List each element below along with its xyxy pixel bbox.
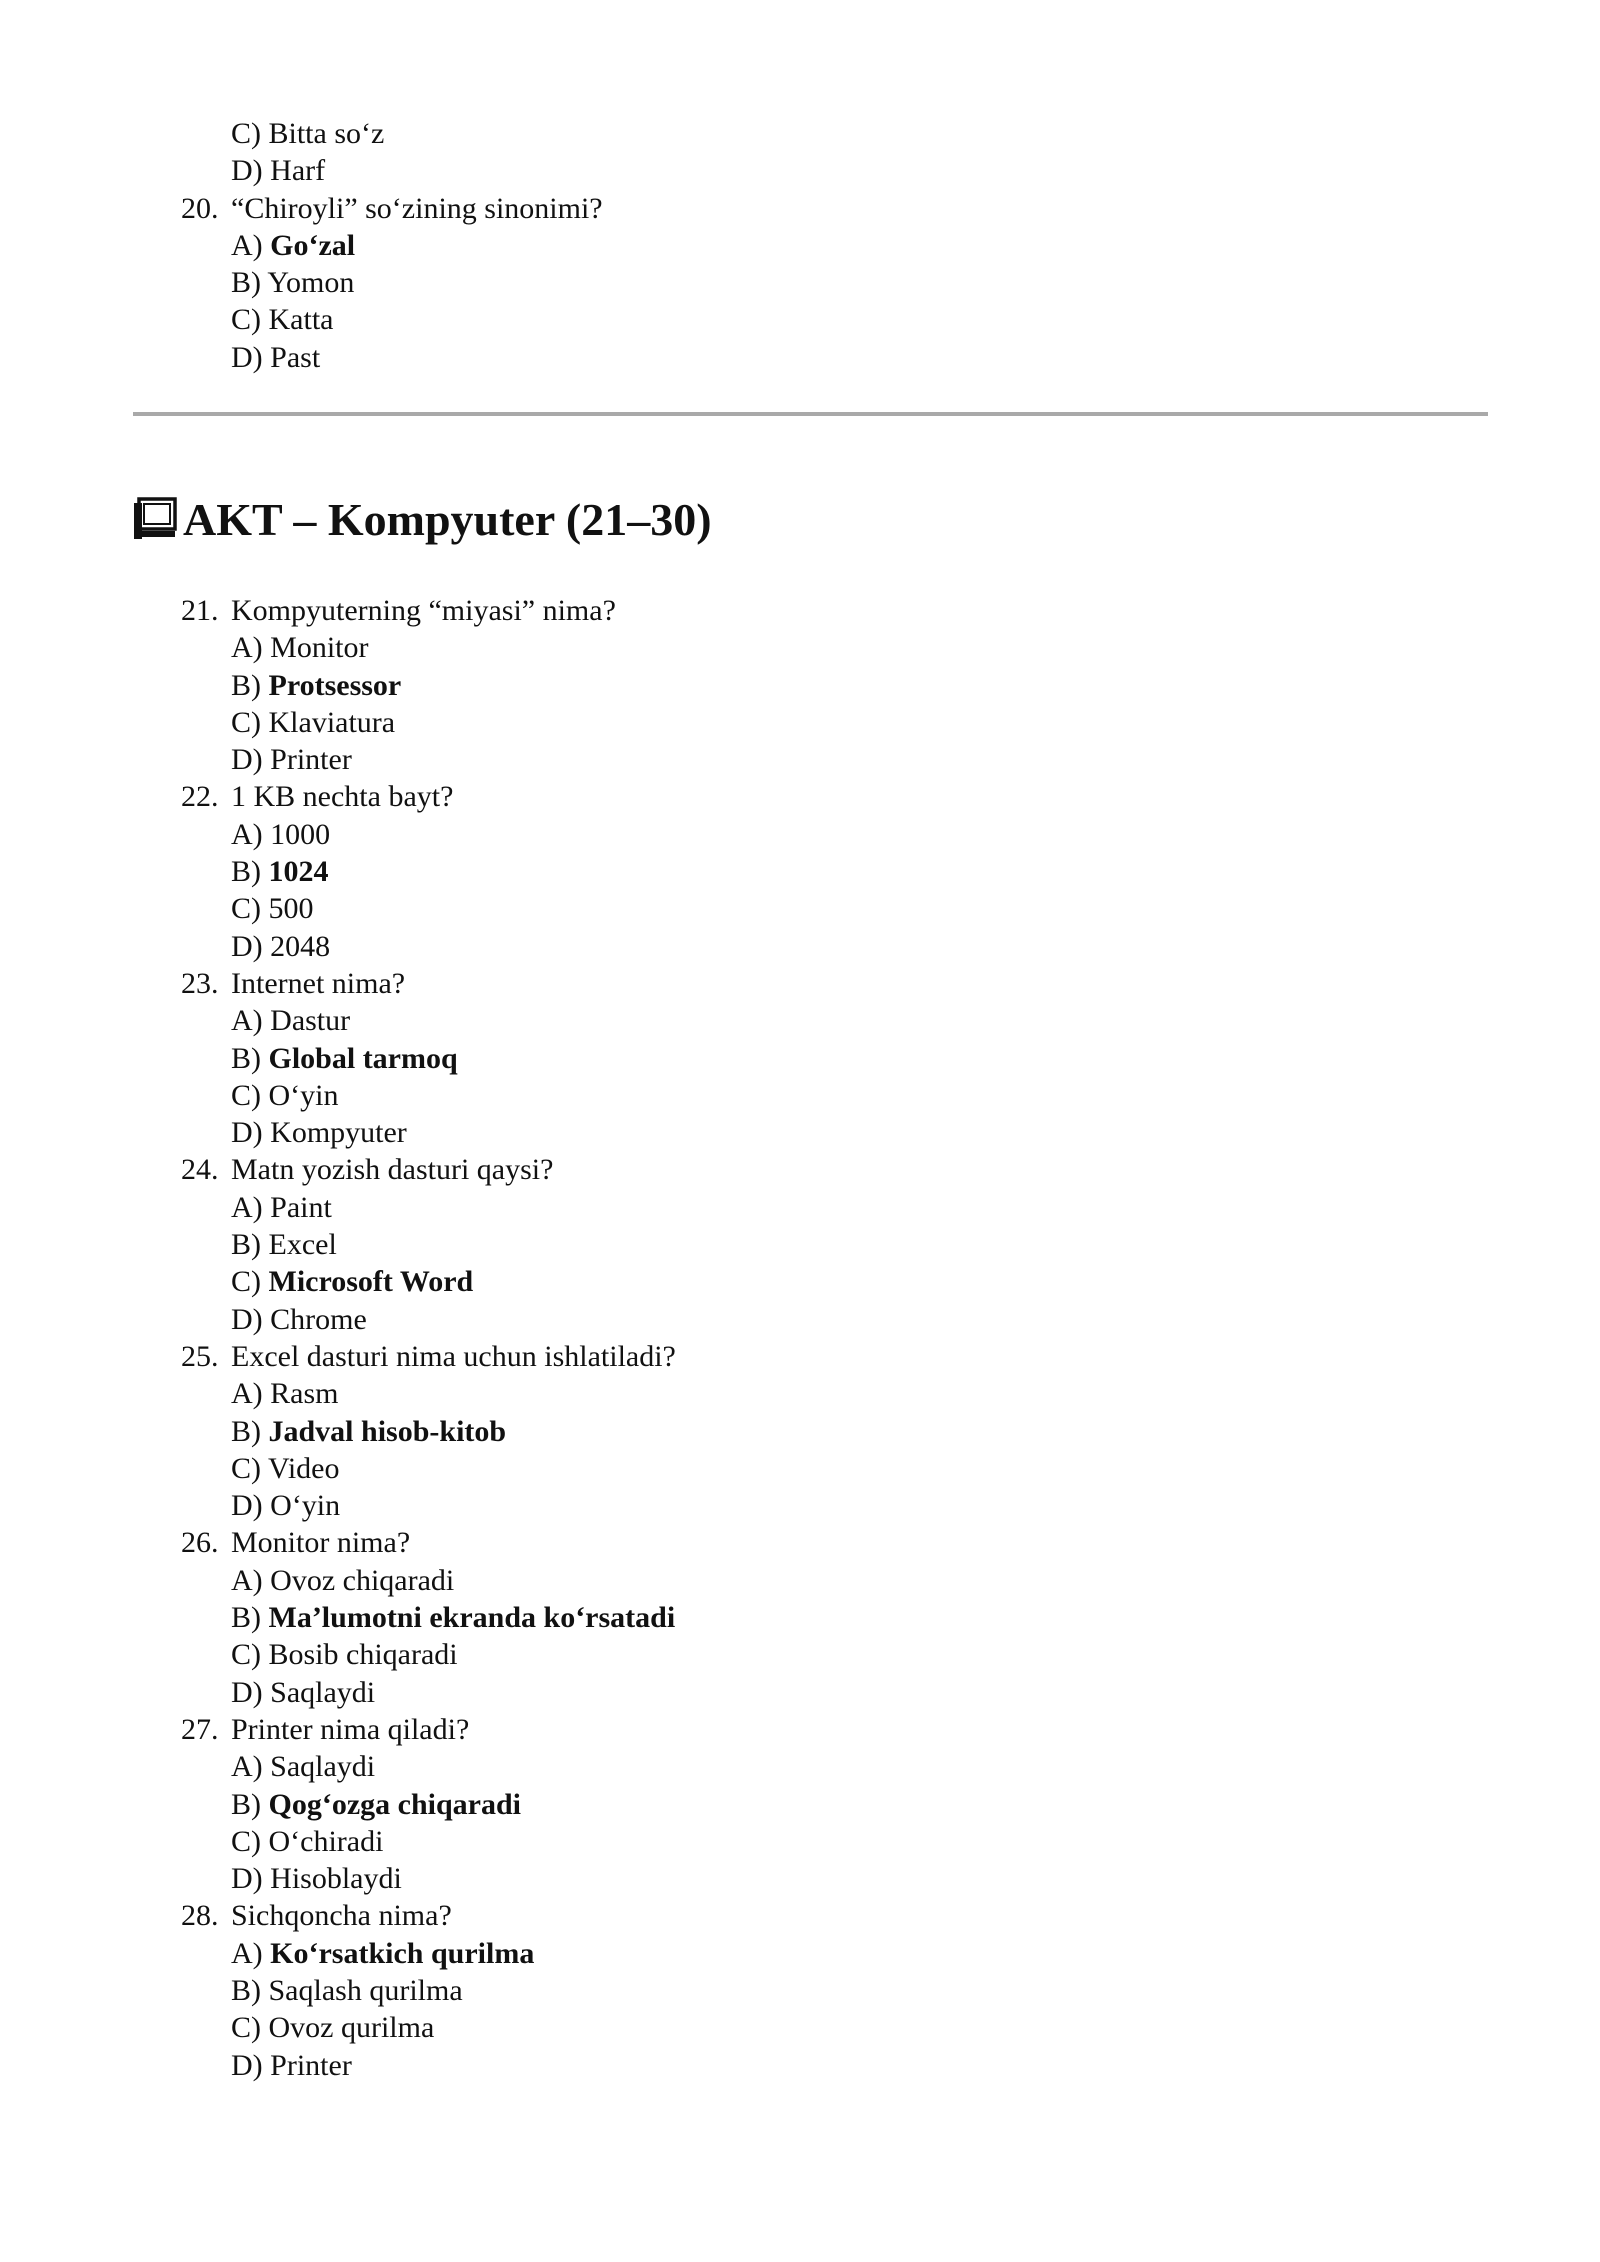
question-row: [0, 1897, 1600, 1934]
option-row: [0, 2047, 1600, 2084]
option-row: [0, 667, 1600, 704]
question-text: Internet nima?: [231, 966, 406, 1000]
option-text: Bitta so‘z: [268, 117, 385, 150]
option-letter: A): [231, 1936, 263, 1970]
option-text: Ovoz qurilma: [268, 2011, 435, 2045]
option-row: [0, 1748, 1600, 1785]
option-row: [0, 1226, 1600, 1263]
option-row: [0, 1040, 1600, 1077]
option-letter: A): [231, 1750, 263, 1784]
question-text: “Chiroyli” so‘zining sinonimi?: [231, 191, 603, 225]
question-list-top: [0, 115, 1600, 376]
option-text: Yomon: [267, 266, 355, 300]
option-letter: B): [231, 1601, 261, 1635]
option-row: [0, 1077, 1600, 1114]
option-letter: B): [231, 855, 261, 889]
option-letter: C): [231, 117, 261, 150]
option-row: [0, 853, 1600, 890]
option-letter: A): [231, 1190, 263, 1224]
option-letter: D): [231, 340, 263, 374]
option-letter: B): [231, 1414, 261, 1448]
option-letter: C): [231, 2011, 261, 2045]
option-letter: B): [231, 668, 261, 702]
option-row: [0, 1263, 1600, 1300]
option-row: [0, 1562, 1600, 1599]
question-text: 1 KB nechta bayt?: [231, 780, 454, 814]
question-number: 24.: [181, 1153, 219, 1187]
option-row: [0, 227, 1600, 264]
option-text: Saqlaydi: [270, 1675, 376, 1709]
option-row: [0, 1450, 1600, 1487]
option-letter: A): [231, 228, 263, 262]
question-number: 26.: [181, 1526, 219, 1560]
option-row: [0, 1599, 1600, 1636]
option-row: [0, 264, 1600, 301]
option-row: [0, 928, 1600, 965]
question-number: 25.: [181, 1339, 219, 1373]
option-row: [0, 741, 1600, 778]
option-text: Bosib chiqaradi: [268, 1638, 458, 1672]
option-letter: C): [231, 892, 261, 926]
option-letter: A): [231, 1563, 263, 1597]
option-letter: C): [231, 705, 261, 739]
option-row: [0, 1786, 1600, 1823]
question-list: [0, 592, 1600, 2084]
option-text: 500: [268, 892, 314, 926]
option-row: [0, 1674, 1600, 1711]
option-text: Printer: [270, 2048, 352, 2082]
option-text: Klaviatura: [268, 705, 396, 739]
question-number: 22.: [181, 780, 219, 814]
option-row: [0, 1413, 1600, 1450]
option-text: Saqlaydi: [270, 1750, 376, 1784]
option-text: O‘yin: [270, 1489, 341, 1523]
computer-icon: [133, 495, 179, 556]
correct-answer-text: Protsessor: [268, 668, 402, 702]
question-row: [0, 965, 1600, 1002]
option-text: Paint: [270, 1190, 332, 1224]
option-text: Saqlash qurilma: [268, 1973, 463, 2007]
option-row: [0, 301, 1600, 338]
option-text: Monitor: [270, 631, 369, 665]
question-text: Kompyuterning “miyasi” nima?: [231, 594, 616, 627]
option-row: [0, 1860, 1600, 1897]
correct-answer-text: 1024: [268, 855, 329, 889]
option-text: Printer: [270, 743, 352, 777]
option-letter: C): [231, 303, 261, 337]
option-text: Katta: [268, 303, 334, 337]
question-row: [0, 778, 1600, 815]
question-text: Excel dasturi nima uchun ishlatiladi?: [231, 1339, 676, 1373]
question-row: [0, 592, 1600, 629]
option-row: [0, 1823, 1600, 1860]
option-row: [0, 1002, 1600, 1039]
option-letter: D): [231, 743, 263, 777]
section-heading: [133, 490, 712, 550]
question-text: Printer nima qiladi?: [231, 1712, 470, 1746]
option-text: Ovoz chiqaradi: [270, 1563, 455, 1597]
option-letter: A): [231, 817, 263, 851]
option-letter: B): [231, 1041, 261, 1075]
option-row: [0, 152, 1600, 189]
question-number: 28.: [181, 1899, 219, 1933]
option-row: [0, 1114, 1600, 1151]
option-text: Excel: [268, 1228, 337, 1262]
option-text: Harf: [270, 154, 326, 188]
correct-answer-text: Ko‘rsatkich qurilma: [270, 1936, 535, 1970]
option-letter: D): [231, 1302, 263, 1336]
option-letter: C): [231, 1265, 261, 1299]
question-row: [0, 1524, 1600, 1561]
option-text: Chrome: [270, 1302, 367, 1336]
option-letter: B): [231, 1228, 261, 1262]
question-row: [0, 1151, 1600, 1188]
option-text: 1000: [270, 817, 331, 851]
correct-answer-text: Jadval hisob-kitob: [268, 1414, 507, 1448]
option-row: [0, 1487, 1600, 1524]
option-letter: D): [231, 2048, 263, 2082]
question-number: 23.: [181, 966, 219, 1000]
correct-answer-text: Ma’lumotni ekranda ko‘rsatadi: [268, 1601, 676, 1635]
option-row: [0, 890, 1600, 927]
option-row: [0, 115, 1600, 152]
question-row: [0, 1338, 1600, 1375]
option-row: [0, 704, 1600, 741]
option-letter: B): [231, 1787, 261, 1821]
option-row: [0, 1375, 1600, 1412]
option-row: [0, 629, 1600, 666]
option-row: [0, 1636, 1600, 1673]
correct-answer-text: Qog‘ozga chiqaradi: [268, 1787, 521, 1821]
question-text: Matn yozish dasturi qaysi?: [231, 1153, 554, 1187]
option-letter: D): [231, 1862, 263, 1896]
option-text: 2048: [270, 929, 331, 963]
option-letter: A): [231, 1004, 263, 1038]
option-letter: D): [231, 1675, 263, 1709]
option-text: Hisoblaydi: [270, 1862, 402, 1896]
option-letter: C): [231, 1451, 261, 1485]
option-row: [0, 339, 1600, 376]
section-title: AKT – Kompyuter (21–30): [183, 494, 712, 545]
option-text: O‘yin: [268, 1078, 339, 1112]
question-text: Monitor nima?: [231, 1526, 411, 1560]
question-number: 20.: [181, 191, 219, 225]
option-letter: D): [231, 929, 263, 963]
correct-answer-text: Go‘zal: [270, 228, 356, 262]
option-row: [0, 1935, 1600, 1972]
option-text: O‘chiradi: [268, 1824, 384, 1858]
question-number: 27.: [181, 1712, 219, 1746]
option-letter: D): [231, 154, 263, 188]
option-letter: C): [231, 1638, 261, 1672]
option-row: [0, 1972, 1600, 2009]
question-text: Sichqoncha nima?: [231, 1899, 452, 1933]
option-letter: D): [231, 1489, 263, 1523]
question-row: [0, 190, 1600, 227]
question-row: [0, 1711, 1600, 1748]
option-row: [0, 2009, 1600, 2046]
option-row: [0, 1189, 1600, 1226]
option-letter: B): [231, 1973, 261, 2007]
option-letter: A): [231, 1377, 263, 1411]
option-text: Past: [270, 340, 321, 374]
option-text: Dastur: [270, 1004, 351, 1038]
section-divider: [133, 412, 1488, 416]
option-letter: B): [231, 266, 261, 300]
option-letter: D): [231, 1116, 263, 1150]
correct-answer-text: Microsoft Word: [268, 1265, 474, 1299]
option-row: [0, 816, 1600, 853]
option-letter: C): [231, 1824, 261, 1858]
option-text: Video: [267, 1451, 340, 1485]
option-row: [0, 1301, 1600, 1338]
option-letter: A): [231, 631, 263, 665]
option-text: Rasm: [270, 1377, 339, 1411]
option-text: Kompyuter: [270, 1116, 407, 1150]
correct-answer-text: Global tarmoq: [268, 1041, 458, 1075]
question-number: 21.: [181, 594, 219, 627]
option-letter: C): [231, 1078, 261, 1112]
